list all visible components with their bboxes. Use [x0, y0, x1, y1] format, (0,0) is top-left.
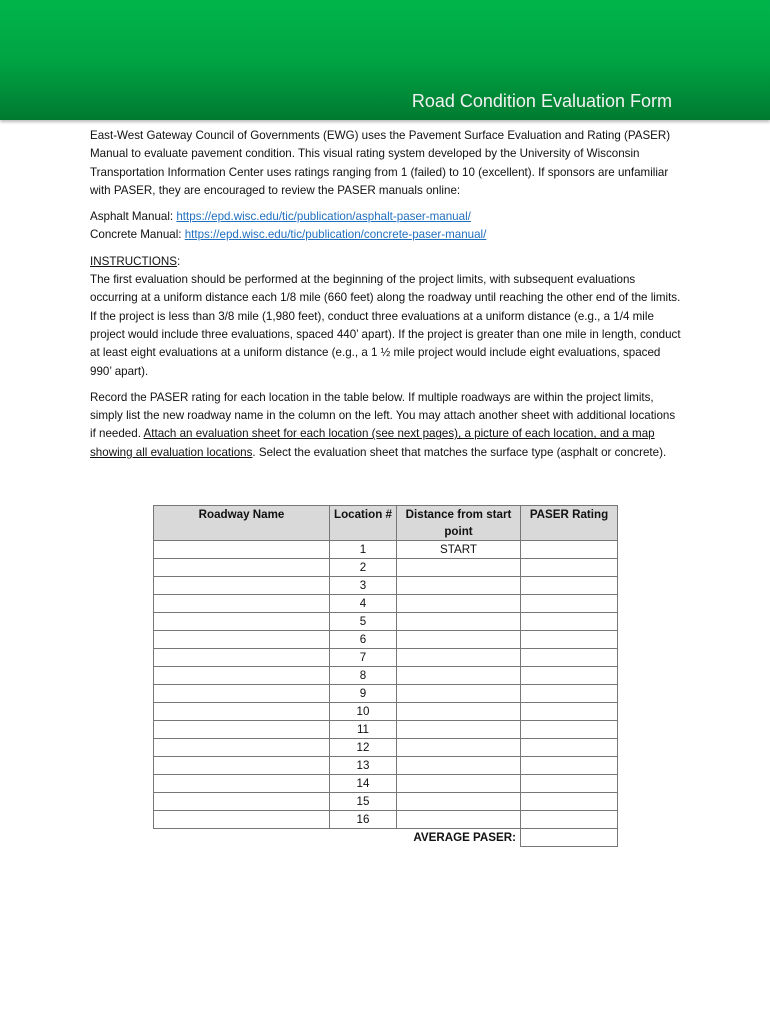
manual-links	[90, 208, 682, 245]
distance-cell[interactable]	[397, 811, 521, 829]
distance-cell[interactable]	[397, 649, 521, 667]
paser-rating-cell[interactable]	[521, 739, 618, 757]
paser-rating-cell[interactable]	[521, 703, 618, 721]
location-cell: 3	[330, 577, 397, 595]
paser-rating-cell[interactable]	[521, 721, 618, 739]
distance-cell[interactable]	[397, 757, 521, 775]
header-roadway-name: Roadway Name	[154, 506, 330, 541]
roadway-name-cell[interactable]	[154, 631, 330, 649]
roadway-name-cell[interactable]	[154, 721, 330, 739]
distance-cell[interactable]	[397, 667, 521, 685]
distance-cell[interactable]: START	[397, 541, 521, 559]
distance-cell[interactable]	[397, 775, 521, 793]
roadway-name-cell[interactable]	[154, 793, 330, 811]
paser-rating-cell[interactable]	[521, 577, 618, 595]
average-label: AVERAGE PASER:	[330, 829, 521, 847]
roadway-name-cell[interactable]	[154, 775, 330, 793]
roadway-name-cell[interactable]	[154, 757, 330, 775]
concrete-label: Concrete Manual:	[90, 228, 185, 242]
header-paser-rating: PASER Rating	[521, 506, 618, 541]
location-cell: 9	[330, 685, 397, 703]
location-cell: 16	[330, 811, 397, 829]
distance-cell[interactable]	[397, 613, 521, 631]
paser-rating-cell[interactable]	[521, 793, 618, 811]
location-cell: 11	[330, 721, 397, 739]
location-cell: 8	[330, 667, 397, 685]
concrete-manual-link[interactable]: https://epd.wisc.edu/tic/publication/concrete-paser-manual/	[184, 228, 487, 242]
roadway-name-cell[interactable]	[154, 559, 330, 577]
location-cell: 10	[330, 703, 397, 721]
location-cell: 15	[330, 793, 397, 811]
instructions-text: The first evaluation should be performed at the beginning of the project limits, with subsequent evaluations occurring at a uniform distance each 1/8 mile (660 feet) along the roadway until reaching the other end of the limits. If the project is less than 3/8 mile (1,980 feet), conduct three evaluations at a uniform distance (e.g., a 1/4 mile project would include three evaluations, spaced 440’ apart). If the project is greater than one mile in length, conduct at least eight evaluations at a uniform distance (e.g., a 1 ½ mile project would include eight evaluations, spaced 990’ apart).	[90, 273, 681, 378]
distance-cell[interactable]	[397, 685, 521, 703]
table-row	[154, 775, 618, 793]
roadway-name-cell[interactable]	[154, 541, 330, 559]
paser-rating-cell[interactable]	[521, 595, 618, 613]
roadway-name-cell[interactable]	[154, 667, 330, 685]
location-cell: 14	[330, 775, 397, 793]
location-cell: 6	[330, 631, 397, 649]
roadway-name-cell[interactable]	[154, 703, 330, 721]
distance-cell[interactable]	[397, 559, 521, 577]
table-row	[154, 577, 618, 595]
location-cell: 4	[330, 595, 397, 613]
intro-paragraph: East-West Gateway Council of Governments (EWG) uses the Pavement Surface Evaluation and Rating (PASER) Manual to evaluate pavement condition. This visual rating system developed by the University of Wisconsin Transportation Information Center uses ratings ranging from 1 (failed) to 10 (excellent). If sponsors are unfamiliar with PASER, they are encouraged to review the PASER manuals online:	[90, 129, 671, 197]
colon: :	[176, 254, 181, 268]
distance-cell[interactable]	[397, 793, 521, 811]
paser-rating-cell[interactable]	[521, 811, 618, 829]
distance-cell[interactable]	[397, 721, 521, 739]
table-row	[154, 631, 618, 649]
record-paragraph	[90, 389, 682, 462]
table-row	[154, 757, 618, 775]
form-title: Road Condition Evaluation Form	[411, 91, 672, 111]
instructions	[90, 253, 682, 381]
paser-rating-cell[interactable]	[521, 667, 618, 685]
paser-rating-cell[interactable]	[521, 757, 618, 775]
roadway-name-cell[interactable]	[154, 739, 330, 757]
paser-rating-cell[interactable]	[521, 613, 618, 631]
table-row	[154, 649, 618, 667]
asphalt-manual-link[interactable]: https://epd.wisc.edu/tic/publication/asphalt-paser-manual/	[176, 210, 471, 224]
location-cell: 13	[330, 757, 397, 775]
paser-rating-cell[interactable]	[521, 541, 618, 559]
table-row	[154, 559, 618, 577]
roadway-name-cell[interactable]	[154, 613, 330, 631]
paser-rating-cell[interactable]	[521, 775, 618, 793]
location-cell: 7	[330, 649, 397, 667]
paser-rating-cell[interactable]	[521, 631, 618, 649]
header-distance: Distance from start point	[397, 506, 521, 541]
table-row	[154, 721, 618, 739]
table-row	[154, 613, 618, 631]
table-row	[154, 595, 618, 613]
location-cell: 12	[330, 739, 397, 757]
distance-cell[interactable]	[397, 739, 521, 757]
distance-cell[interactable]	[397, 577, 521, 595]
asphalt-label: Asphalt Manual:	[90, 210, 177, 224]
roadway-name-cell[interactable]	[154, 649, 330, 667]
distance-cell[interactable]	[397, 595, 521, 613]
roadway-name-cell[interactable]	[154, 577, 330, 595]
paser-rating-cell[interactable]	[521, 559, 618, 577]
table-row	[154, 739, 618, 757]
record-text-end: . Select the evaluation sheet that matches the surface type (asphalt or concrete).	[252, 445, 667, 459]
table-row	[154, 667, 618, 685]
average-paser-cell[interactable]	[521, 829, 618, 847]
header-location: Location #	[330, 506, 397, 541]
spacer	[154, 829, 330, 847]
distance-cell[interactable]	[397, 703, 521, 721]
roadway-name-cell[interactable]	[154, 811, 330, 829]
header-banner	[0, 0, 770, 120]
table-row	[154, 811, 618, 829]
instructions-heading: INSTRUCTIONS	[90, 254, 177, 268]
paser-rating-cell[interactable]	[521, 649, 618, 667]
roadway-name-cell[interactable]	[154, 595, 330, 613]
distance-cell[interactable]	[397, 631, 521, 649]
location-cell: 2	[330, 559, 397, 577]
table-row	[154, 703, 618, 721]
attach-note: Attach an evaluation sheet for each location (see next pages), a picture of each location, and a map showing all evaluation locations	[90, 427, 655, 459]
location-cell: 5	[330, 613, 397, 631]
table-row	[154, 541, 618, 559]
record-text: Record the PASER rating for each location in the table below. If multiple roadways are within the project limits, simply list the new roadway name in the column on the left. You may attach another sheet with additional locations if needed.	[90, 390, 676, 441]
average-row	[154, 829, 618, 847]
location-cell: 1	[330, 541, 397, 559]
document-body	[90, 127, 682, 470]
table-row	[154, 793, 618, 811]
evaluation-table	[153, 505, 618, 847]
paser-rating-cell[interactable]	[521, 685, 618, 703]
roadway-name-cell[interactable]	[154, 685, 330, 703]
table-row	[154, 685, 618, 703]
